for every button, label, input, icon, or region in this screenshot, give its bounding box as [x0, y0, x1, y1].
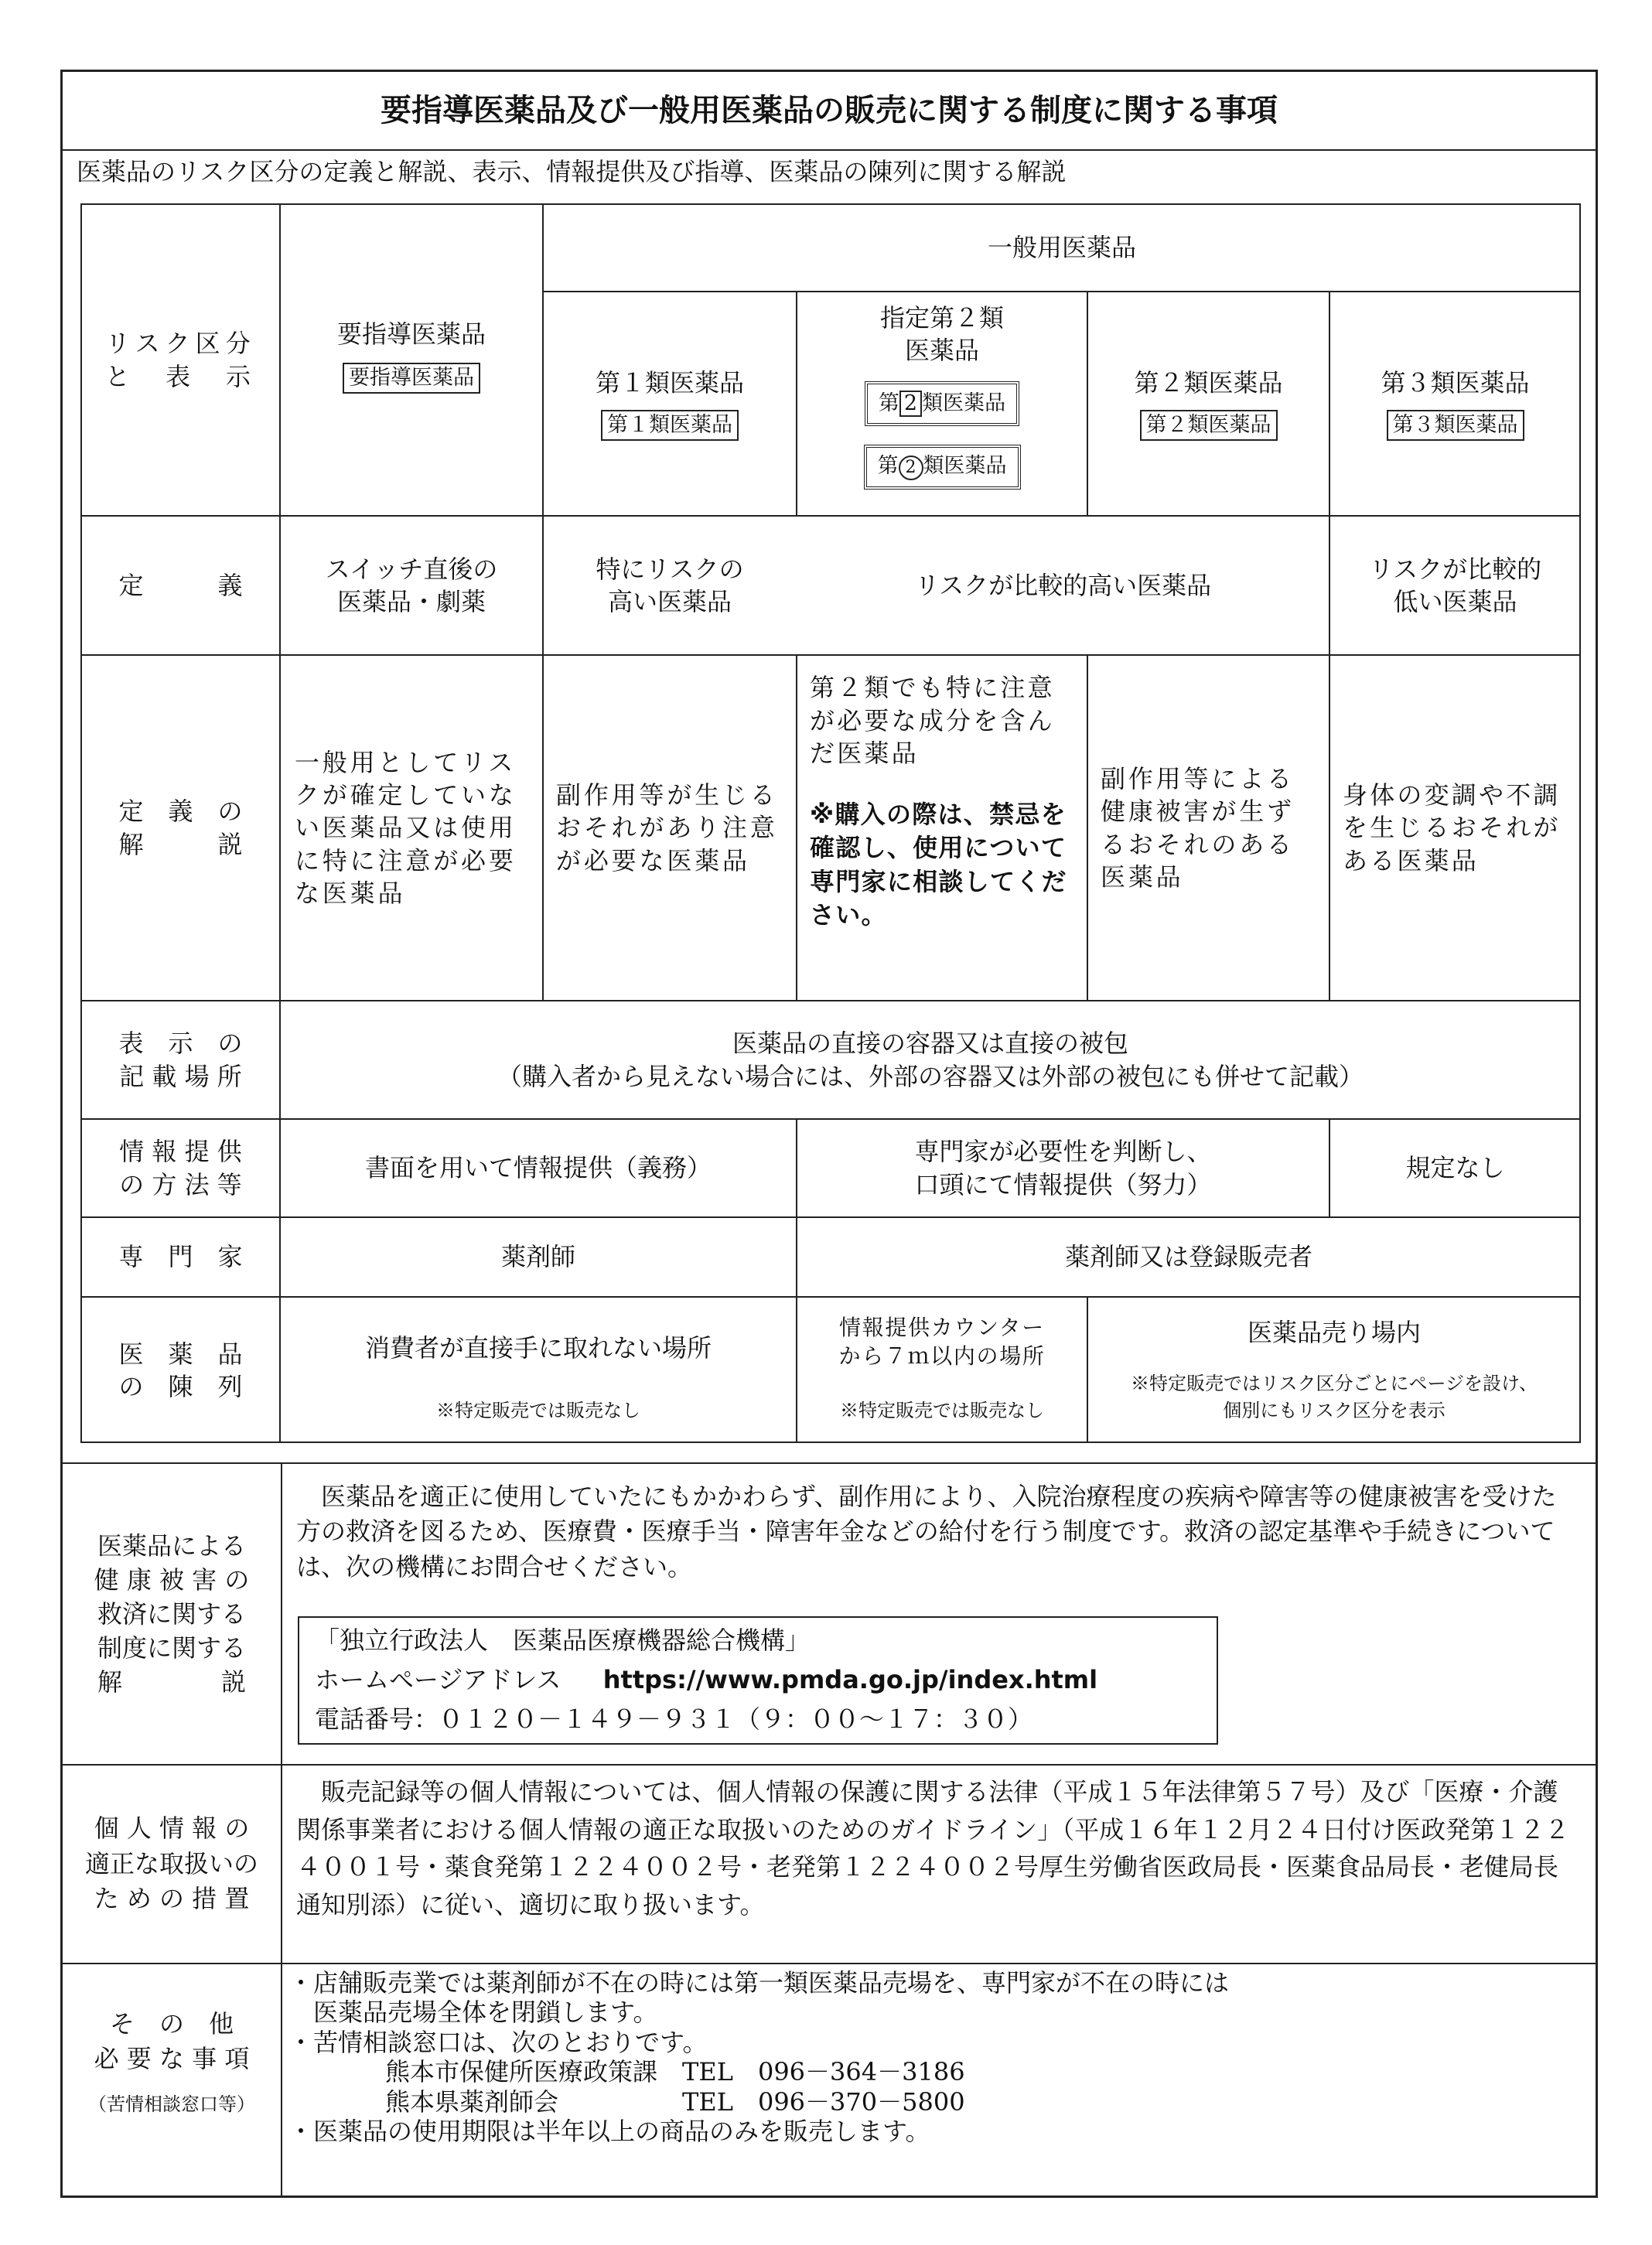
class3-label-badge: 第３類医薬品: [1387, 410, 1524, 441]
definition-class3: リスクが比較的 低い医薬品: [1368, 554, 1542, 616]
class1-label-badge: 第１類医薬品: [601, 410, 739, 441]
definition-guidance: スイッチ直後の 医薬品・劇薬: [325, 554, 498, 616]
document-frame: [60, 70, 1598, 2198]
risk-cell-class1: [544, 292, 796, 515]
class2-label-badge: 第２類医薬品: [1140, 410, 1278, 441]
specialist-guidance-class1: 薬剤師: [500, 1242, 575, 1272]
row-label-display-place: 表 示 の 記 載 場 所: [118, 1029, 243, 1091]
display-designated2-note: ※特定販売では販売なし: [840, 1400, 1044, 1422]
display-class2-3: 医薬品売り場内: [1247, 1317, 1421, 1347]
explanation-class2: 副作用等による健康被害が生ずるおそれのある医薬品: [1101, 764, 1295, 892]
homepage-label: ホームページアドレス: [315, 1665, 561, 1695]
definition-class2-group: リスクが比較的高い医薬品: [914, 570, 1212, 600]
display-designated2: 情報提供カウンター から７ｍ以内の場所: [838, 1315, 1046, 1369]
relief-label: 医薬品による 健 康 被 害 の 救済に関する 制度に関する 解 説: [94, 1530, 250, 1697]
row-label-explanation: 定 義 の 解 説: [118, 797, 243, 859]
document-title: 要指導医薬品及び一般用医薬品の販売に関する制度に関する事項: [381, 92, 1278, 128]
designated2-name: 指定第２類 医薬品: [879, 302, 1004, 365]
relief-contact-box: [298, 1616, 1218, 1745]
risk-cell-class2: [1088, 292, 1329, 515]
privacy-label: 個 人 情 報 の 適正な取扱いの た め の 措 置: [84, 1813, 258, 1914]
other-line-2: 医薬品売場全体を閉鎖します。: [288, 1998, 658, 2028]
explanation-class3: 身体の変調や不調を生じるおそれがある医薬品: [1343, 780, 1561, 875]
other-label-cell: [63, 1964, 281, 2198]
row-label-display: 医 薬 品 の 陳 列: [118, 1339, 243, 1401]
row-label-info-method: 情 報 提 供 の 方 法 等: [119, 1137, 242, 1199]
relief-phone: 電話番号：０１２０－１４９－９３１（９：００～１７：３０）: [315, 1704, 1033, 1735]
other-sublabel: （苦情相談窓口等）: [88, 2093, 255, 2116]
display-place-text: 医薬品の直接の容器又は直接の被包 （購入者から見えない場合には、外部の容器又は外部の被包にも併せて記載）: [497, 1029, 1364, 1091]
class3-name: 第３類医薬品: [1381, 367, 1530, 397]
section-subtitle: 医薬品のリスク区分の定義と解説、表示、情報提供及び指導、医薬品の陳列に関する解説: [77, 157, 1067, 186]
row-label-risk: リスク区分 と 表 示: [104, 329, 257, 391]
header-general-otc: 一般用医薬品: [987, 233, 1136, 263]
row-label-specialist: 専 門 家: [118, 1242, 243, 1272]
other-content: [288, 1968, 1572, 2146]
contact-kumamoto-city: 熊本市保健所医療政策課 TEL 096－364－3186: [385, 2057, 965, 2087]
class2-name: 第２類医薬品: [1134, 367, 1283, 397]
explanation-class1: 副作用等が生じるおそれがあり注意が必要な医薬品: [556, 780, 778, 875]
guidance-name: 要指導医薬品: [336, 319, 486, 349]
divider: [63, 149, 1596, 151]
info-method-class2-group: 専門家が必要性を判断し、 口頭にて情報提供（努力）: [914, 1137, 1212, 1199]
explanation-designated2-text: 第２類でも特に注意が必要な成分を含んだ医薬品: [810, 673, 1055, 769]
privacy-description: 販売記録等の個人情報については、個人情報の保護に関する法律（平成１５年法律第５７号）及び「医療・介護関係事業者における個人情報の適正な取扱いのためのガイドライン」（平成１６年１２月２４日付け医政発第１２２４００１号・薬食発第１２２４００２号・老発第１２２４００２号厚生労働省医政局長・医薬食品局長・老健局長通知別添）に従い、適切に取り扱います。: [296, 1777, 1570, 1919]
display-class2-3-note: ※特定販売ではリスク区分ごとにページを設け、 個別にもリスク区分を表示: [1130, 1373, 1538, 1421]
info-method-guidance-class1: 書面を用いて情報提供（義務）: [364, 1153, 712, 1183]
other-line-1: ・店舗販売業では薬剤師が不在の時には第一類医薬品売場を、専門家が不在の時には: [288, 1968, 1230, 1998]
display-guidance-class1-note: ※特定販売では販売なし: [436, 1400, 640, 1422]
row-label-definition: 定 義: [118, 570, 243, 600]
other-line-3: ・苦情相談窓口は、次のとおりです。: [288, 2027, 708, 2057]
risk-cell-class3: [1330, 292, 1580, 515]
risk-cell-designated2: [797, 292, 1087, 515]
relief-org: 「独立行政法人 医薬品医療機器総合機構」: [315, 1626, 811, 1655]
purchase-caution-note: ※購入の際は、禁忌を確認し、使用について専門家に相談してください。: [810, 799, 1067, 930]
homepage-url-link[interactable]: https://www.pmda.go.jp/index.html: [602, 1665, 1098, 1695]
designated2-label-badge-b: 第 2 類医薬品: [864, 445, 1021, 490]
definition-class1: 特にリスクの 高い医薬品: [596, 554, 744, 616]
guidance-label-badge: 要指導医薬品: [343, 363, 480, 394]
info-method-class3: 規定なし: [1405, 1153, 1505, 1183]
other-label: そ の 他 必 要 な 事 項: [94, 2008, 250, 2073]
specialist-others: 薬剤師又は登録販売者: [1064, 1242, 1312, 1272]
display-guidance-class1: 消費者が直接手に取れない場所: [364, 1332, 712, 1363]
explanation-designated2: [797, 656, 1087, 1000]
risk-cell-guidance: [281, 205, 542, 515]
contact-pharmacist-association: 熊本県薬剤師会 TEL 096－370－5800: [385, 2086, 965, 2117]
other-line-4: ・医薬品の使用期限は半年以上の商品のみを販売します。: [288, 2116, 930, 2146]
class1-name: 第１類医薬品: [595, 367, 744, 397]
explanation-guidance: 一般用としてリスクが確定していない医薬品又は使用に特に注意が必要な医薬品: [295, 747, 517, 908]
designated2-label-badge-a: 第 2 類医薬品: [865, 381, 1019, 426]
relief-description: 医薬品を適正に使用していたにもかかわらず、副作用により、入院治療程度の疾病や障害等の健康被害を受けた方の救済を図るため、医療費・医療手当・障害年金などの給付を行う制度です。救済の認定基準や手続きについては、次の機構にお問合せください。: [296, 1482, 1557, 1581]
